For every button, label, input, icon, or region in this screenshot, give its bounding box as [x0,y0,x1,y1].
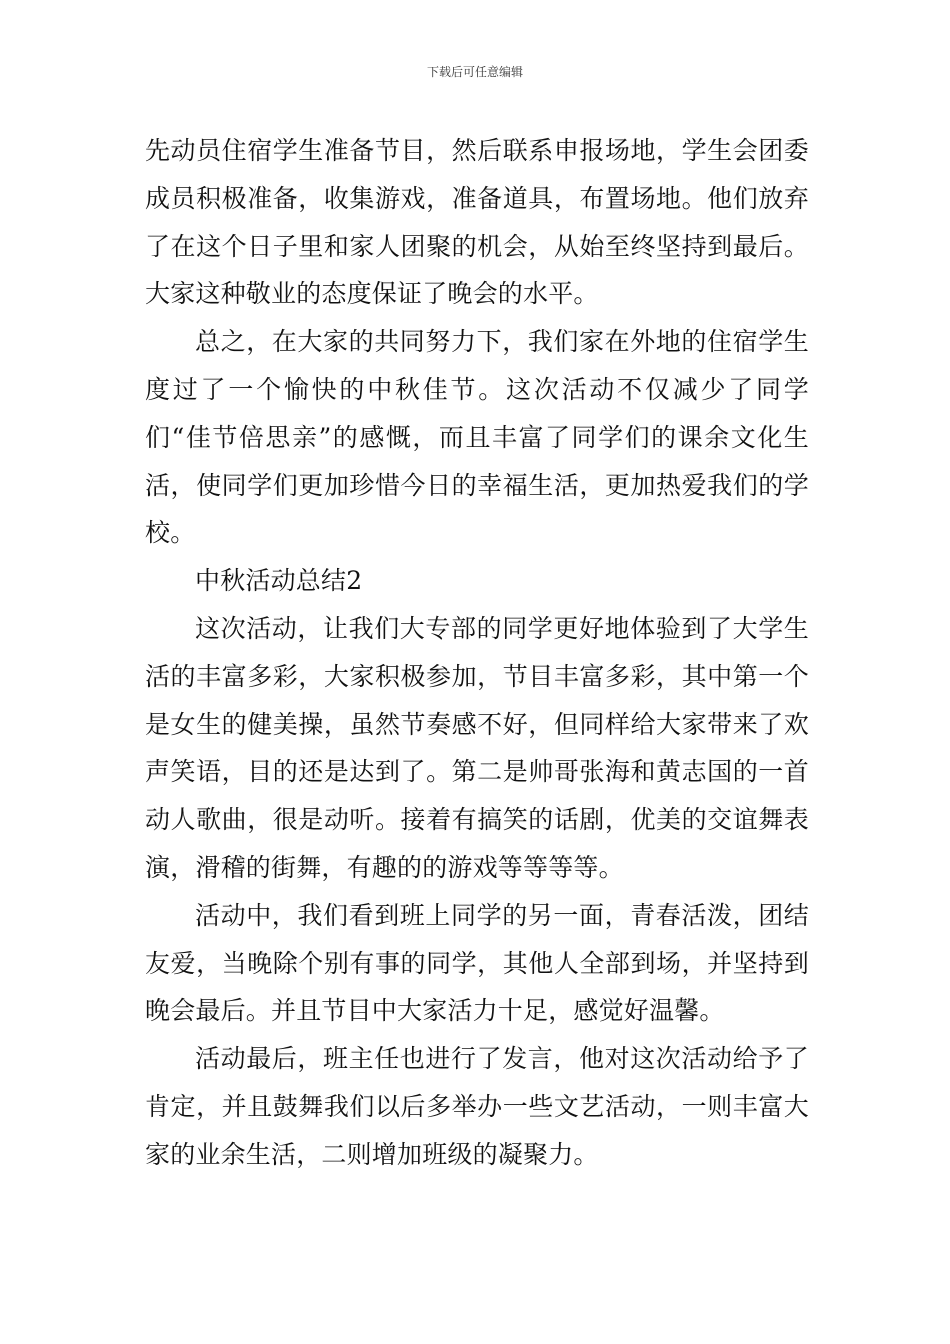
page-header: 下载后可任意编辑 [426,65,523,79]
paragraph-closing: 活动最后，班主任也进行了发言，他对这次活动给予了肯定，并且鼓舞我们以后多举办一些文艺活动，一则丰富大家的业余生活，二则增加班级的凝聚力。 [145,1044,809,1169]
section-heading: 中秋活动总结2 [195,566,363,596]
paragraph-conclusion: 总之，在大家的共同努力下，我们家在外地的住宿学生度过了一个愉快的中秋佳节。这次活动不仅减少了同学们“佳节倍思亲”的感慨，而且丰富了同学们的课余文化生活，使同学们更加珍惜今日的幸福生活，更加热爱我们的学校。 [145,327,809,548]
paragraph-during-activity: 活动中，我们看到班上同学的另一面，青春活泼，团结友爱，当晚除个别有事的同学，其他人全部到场，并坚持到晚会最后。并且节目中大家活力十足，感觉好温馨。 [145,900,809,1026]
document-body [145,127,809,1179]
paragraph-continuation: 先动员住宿学生准备节目，然后联系申报场地，学生会团委成员积极准备，收集游戏，准备道具，布置场地。他们放弃了在这个日子里和家人团聚的机会，从始至终坚持到最后。大家这种敬业的态度保证了晚会的水平。 [145,136,809,309]
paragraph-activity: 这次活动，让我们大专部的同学更好地体验到了大学生活的丰富多彩，大家积极参加，节目丰富多彩，其中第一个是女生的健美操，虽然节奏感不好，但同样给大家带来了欢声笑语，目的还是达到了。第二是帅哥张海和黄志国的一首动人歌曲，很是动听。接着有搞笑的话剧，优美的交谊舞表演，滑稽的街舞，有趣的的游戏等等等等。 [145,613,809,882]
